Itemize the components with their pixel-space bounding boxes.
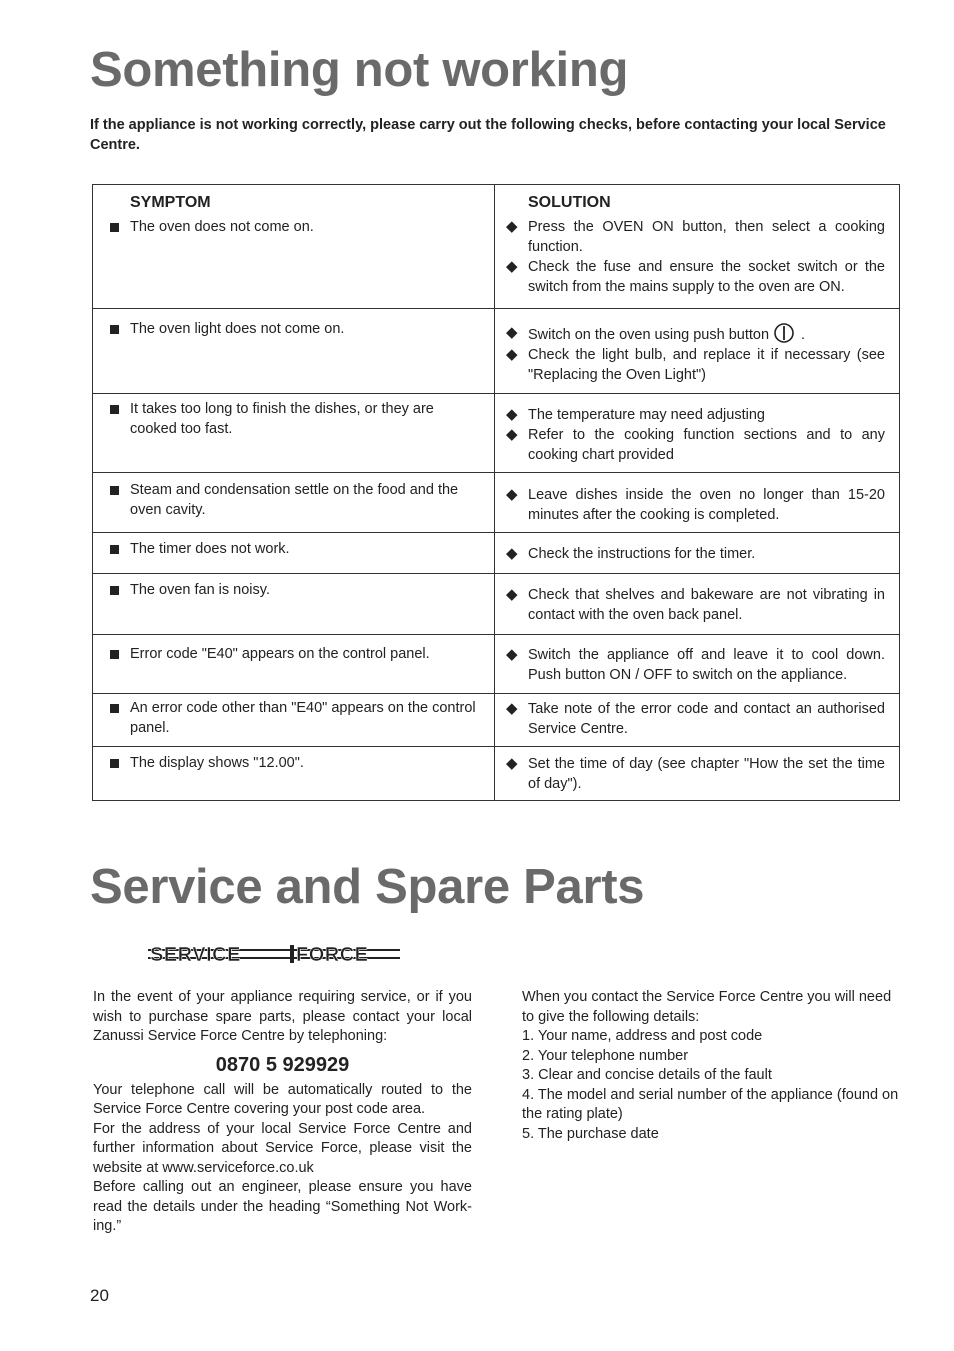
diamond-bullet-icon: ◆ bbox=[506, 258, 518, 275]
diamond-bullet-icon: ◆ bbox=[506, 646, 518, 663]
list-item: 2. Your telephone number bbox=[522, 1047, 689, 1064]
square-bullet-icon bbox=[110, 586, 119, 595]
solution-cell bbox=[495, 185, 899, 308]
diamond-bullet-icon: ◆ bbox=[506, 426, 518, 443]
solution-cell bbox=[495, 309, 899, 393]
square-bullet-icon bbox=[110, 704, 119, 713]
square-bullet-icon bbox=[110, 486, 119, 495]
svg-text:SERVICE: SERVICE bbox=[150, 944, 241, 965]
square-bullet-icon bbox=[110, 223, 119, 232]
solution-cell bbox=[495, 747, 899, 800]
paragraph: Before calling out an engineer, please ensure you have read the details under the heading “Something Not Work-ing.” bbox=[93, 1179, 472, 1234]
table-row bbox=[93, 693, 899, 746]
solution-item: ◆ Leave dishes inside the oven no longer than 15-20 minutes after the cooking is completed. bbox=[506, 486, 885, 523]
page-title: Something not working bbox=[90, 43, 629, 97]
symptom-item: It takes too long to finish the dishes, or they are cooked too fast. bbox=[107, 399, 484, 439]
symptom-item: The oven light does not come on. bbox=[107, 319, 484, 339]
square-bullet-icon bbox=[110, 650, 119, 659]
square-bullet-icon bbox=[110, 325, 119, 334]
solution-item: ◆ Check the instructions for the timer. bbox=[506, 545, 756, 562]
solution-item: ◆ The temperature may need adjusting bbox=[506, 406, 765, 423]
symptom-cell bbox=[93, 533, 495, 573]
diamond-bullet-icon: ◆ bbox=[506, 346, 518, 363]
contact-details-column bbox=[522, 988, 906, 1144]
diamond-bullet-icon: ◆ bbox=[506, 324, 518, 341]
symptom-cell bbox=[93, 473, 495, 532]
diamond-bullet-icon: ◆ bbox=[506, 486, 518, 503]
symptom-cell bbox=[93, 694, 495, 746]
list-item: 4. The model and serial number of the appliance (found on the rating plate) bbox=[522, 1086, 899, 1122]
phone-number: 0870 5 929929 bbox=[215, 1053, 350, 1076]
section-title: Service and Spare Parts bbox=[90, 860, 645, 914]
list-item: 3. Clear and concise details of the fault bbox=[522, 1067, 772, 1083]
symptom-item: An error code other than "E40" appears on the control panel. bbox=[107, 698, 484, 738]
solution-cell bbox=[495, 394, 899, 472]
square-bullet-icon bbox=[110, 759, 119, 768]
list-item: 1. Your name, address and post code bbox=[522, 1028, 763, 1044]
paragraph: In the event of your appliance requiring service, or if you wish to purchase spare parts, please contact your local Zanussi Service Force Centre by telephoning: bbox=[93, 989, 472, 1044]
table-row bbox=[93, 185, 899, 308]
diamond-bullet-icon: ◆ bbox=[506, 700, 518, 717]
diamond-bullet-icon: ◆ bbox=[506, 586, 518, 603]
solution-item: ◆ Switch on the oven using push button . bbox=[506, 324, 806, 343]
square-bullet-icon bbox=[110, 405, 119, 414]
symptom-cell bbox=[93, 185, 495, 308]
paragraph: Your telephone call will be automatically routed to the Service Force Centre covering your post code area. bbox=[93, 1081, 472, 1117]
square-bullet-icon bbox=[110, 545, 119, 554]
table-row bbox=[93, 746, 899, 800]
symptom-item: Steam and condensation settle on the food and the oven cavity. bbox=[107, 480, 484, 520]
symptom-item: The oven fan is noisy. bbox=[107, 580, 484, 600]
solution-item: ◆ Take note of the error code and contact an authorised Service Centre. bbox=[506, 700, 885, 737]
table-row bbox=[93, 532, 899, 573]
paragraph: When you contact the Service Force Centre you will need to give the following details: bbox=[522, 989, 892, 1025]
solution-cell bbox=[495, 635, 899, 693]
solution-item: ◆ Check the light bulb, and replace it if necessary (see "Replacing the Oven Light") bbox=[506, 346, 885, 383]
diamond-bullet-icon: ◆ bbox=[506, 406, 518, 423]
table-row bbox=[93, 308, 899, 393]
solution-item: ◆ Set the time of day (see chapter "How the set the time of day"). bbox=[506, 755, 885, 792]
list-item: 5. The purchase date bbox=[522, 1125, 659, 1142]
service-contact-column bbox=[93, 988, 472, 1237]
table-row bbox=[93, 393, 899, 472]
solution-item: ◆ Switch the appliance off and leave it to cool down. Push button ON / OFF to switch on the appliance. bbox=[506, 646, 885, 683]
intro-text: If the appliance is not working correctly, please carry out the following checks, before contacting your local Service Centre. bbox=[90, 117, 886, 153]
page-number: 20 bbox=[90, 1286, 109, 1305]
symptom-item: The oven does not come on. bbox=[107, 217, 484, 237]
symptom-cell bbox=[93, 394, 495, 472]
diamond-bullet-icon: ◆ bbox=[506, 545, 518, 562]
symptom-item: Error code "E40" appears on the control panel. bbox=[107, 644, 484, 664]
symptom-item: The timer does not work. bbox=[107, 539, 484, 559]
paragraph: For the address of your local Service Force Centre and further information about Service Force, please visit the website at www.serviceforce.co.uk bbox=[93, 1120, 472, 1176]
symptom-cell bbox=[93, 747, 495, 800]
symptom-header: SYMPTOM bbox=[130, 194, 211, 211]
serviceforce-logo bbox=[148, 943, 400, 965]
solution-header: SOLUTION bbox=[528, 194, 611, 211]
diamond-bullet-icon: ◆ bbox=[506, 755, 518, 772]
solution-item: ◆ Check that shelves and bakeware are not vibrating in contact with the oven back panel. bbox=[506, 586, 885, 623]
solution-item: ◆ Refer to the cooking function sections and to any cooking chart provided bbox=[506, 426, 885, 463]
symptom-cell bbox=[93, 309, 495, 393]
svg-text:FORCE: FORCE bbox=[296, 944, 369, 965]
symptom-item: The display shows "12.00". bbox=[107, 753, 484, 773]
solution-cell bbox=[495, 533, 899, 573]
diamond-bullet-icon: ◆ bbox=[506, 218, 518, 235]
table-row bbox=[93, 472, 899, 532]
solution-cell bbox=[495, 473, 899, 532]
solution-cell bbox=[495, 694, 899, 746]
solution-item: ◆ Press the OVEN ON button, then select a cooking function. bbox=[506, 218, 885, 255]
troubleshooting-table bbox=[92, 184, 900, 801]
table-row bbox=[93, 634, 899, 693]
solution-item: ◆ Check the fuse and ensure the socket switch or the switch from the mains supply to the oven are ON. bbox=[506, 258, 885, 295]
symptom-cell bbox=[93, 574, 495, 634]
power-button-icon bbox=[773, 323, 795, 343]
solution-cell bbox=[495, 574, 899, 634]
symptom-cell bbox=[93, 635, 495, 693]
table-row bbox=[93, 573, 899, 634]
